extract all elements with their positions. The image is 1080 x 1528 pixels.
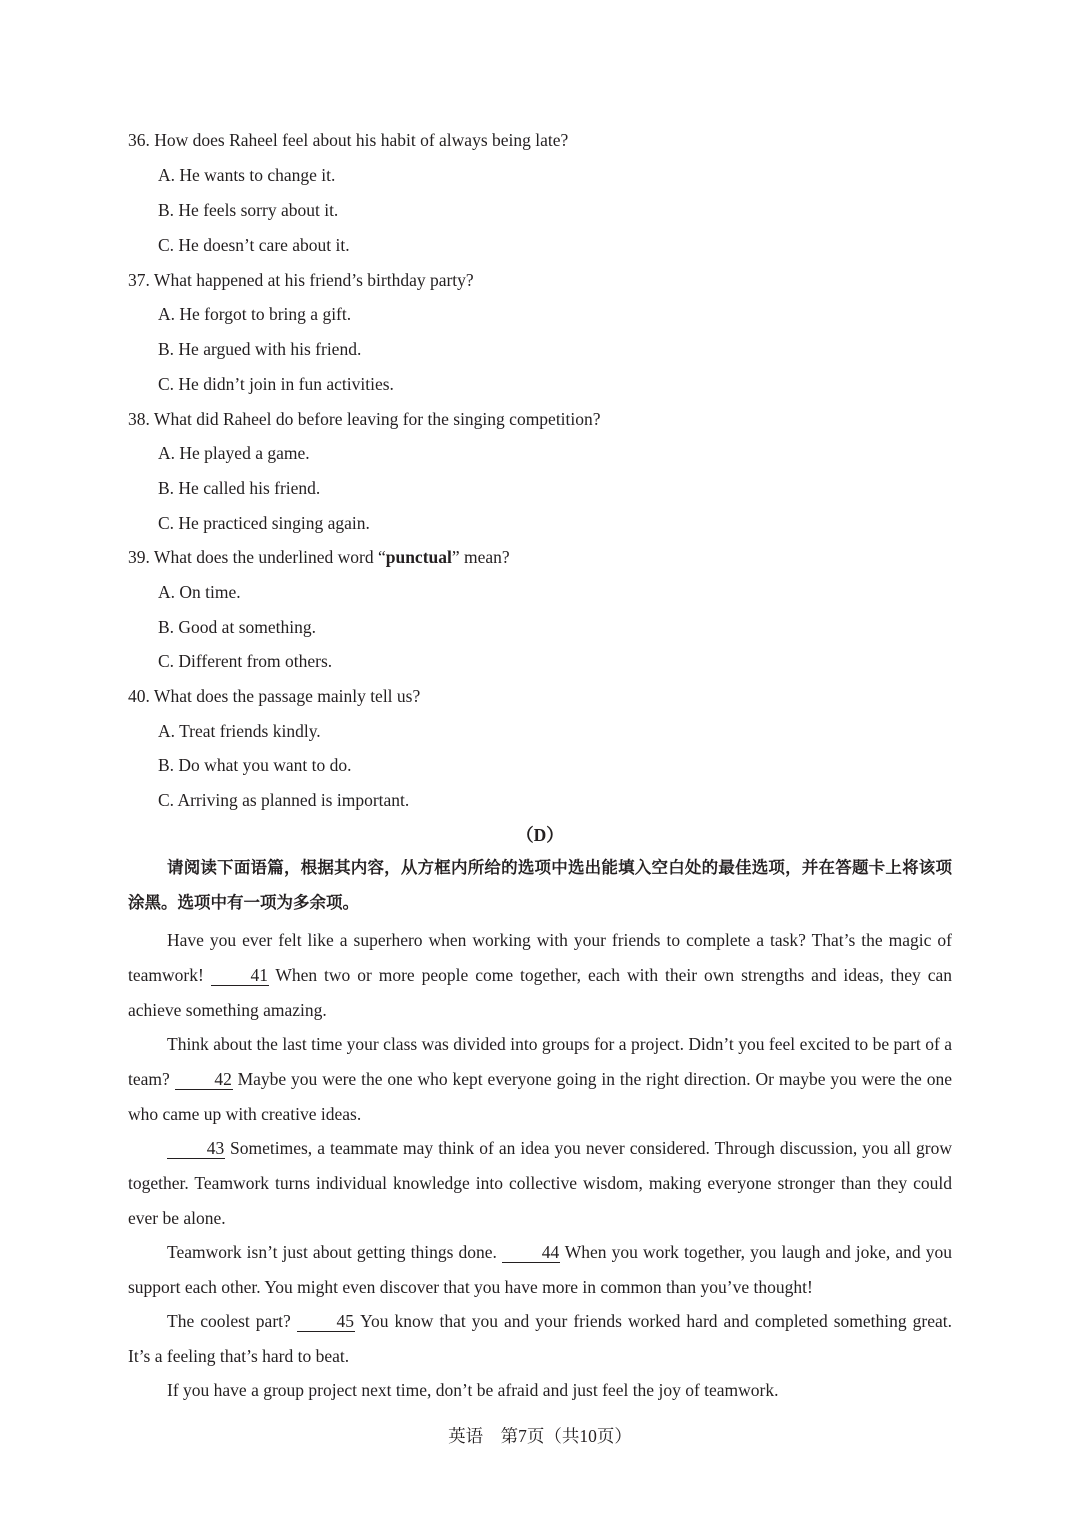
question-38-option-a: A. He played a game. [158, 443, 310, 463]
blank-43[interactable]: 43 [167, 1138, 225, 1159]
question-40-option-b: B. Do what you want to do. [158, 755, 352, 775]
blank-45[interactable]: 45 [297, 1311, 355, 1332]
question-37-option-c: C. He didn’t join in fun activities. [158, 374, 394, 394]
question-37-stem: 37. What happened at his friend’s birthday party? [128, 270, 474, 290]
blank-41[interactable]: 41 [211, 965, 269, 986]
question-37-option-a: A. He forgot to bring a gift. [158, 304, 352, 324]
question-39-option-b: B. Good at something. [158, 617, 316, 637]
passage-paragraph-6: If you have a group project next time, don’t be afraid and just feel the joy of teamwork. [167, 1380, 779, 1400]
section-title: （D） [516, 825, 564, 845]
question-40-stem: 40. What does the passage mainly tell us? [128, 686, 421, 706]
blank-42[interactable]: 42 [175, 1069, 233, 1090]
underlined-word: punctual [385, 547, 452, 567]
blank-44[interactable]: 44 [502, 1242, 560, 1263]
page-footer: 英语 第7页（共10页） [448, 1426, 632, 1446]
passage-paragraph-1: Have you ever felt like a superhero when working with your friends to complete a task? That’s the magic of teamwork! 41 When two or more people come together, each with their own strengths and ideas, they can achieve something amazing. [128, 930, 952, 1020]
question-36-option-c: C. He doesn’t care about it. [158, 235, 350, 255]
question-40-option-a: A. Treat friends kindly. [158, 721, 321, 741]
question-36-option-b: B. He feels sorry about it. [158, 200, 339, 220]
question-38-option-b: B. He called his friend. [158, 478, 321, 498]
question-39-stem: 39. What does the underlined word “punctual” mean? [128, 547, 510, 567]
question-40-option-c: C. Arriving as planned is important. [158, 790, 410, 810]
question-38-option-c: C. He practiced singing again. [158, 513, 370, 533]
passage-paragraph-2: Think about the last time your class was divided into groups for a project. Didn’t you feel excited to be part of a team? 42 Maybe you were the one who kept everyone going in the right direction. Or maybe you were the one who came up with creative ideas. [128, 1034, 952, 1124]
question-36-stem: 36. How does Raheel feel about his habit of always being late? [128, 130, 569, 150]
question-39-option-a: A. On time. [158, 582, 241, 602]
passage-paragraph-5: The coolest part? 45 You know that you and your friends worked hard and completed something great. It’s a feeling that’s hard to beat. [128, 1311, 952, 1366]
question-36-option-a: A. He wants to change it. [158, 165, 336, 185]
passage-paragraph-4: Teamwork isn’t just about getting things done. 44 When you work together, you laugh and joke, and you support each other. You might even discover that you have more in common than you’ve thought! [128, 1242, 952, 1297]
question-39-option-c: C. Different from others. [158, 651, 333, 671]
question-37-option-b: B. He argued with his friend. [158, 339, 362, 359]
passage-paragraph-3: 43 Sometimes, a teammate may think of an idea you never considered. Through discussion, you all grow together. Teamwork turns individual knowledge into collective wisdom, making everyone stronger than they could ever be alone. [128, 1138, 952, 1228]
instructions: 请阅读下面语篇，根据其内容，从方框内所给的选项中选出能填入空白处的最佳选项，并在答题卡上将该项涂黑。选项中有一项为多余项。 [128, 858, 952, 912]
question-38-stem: 38. What did Raheel do before leaving for the singing competition? [128, 409, 601, 429]
